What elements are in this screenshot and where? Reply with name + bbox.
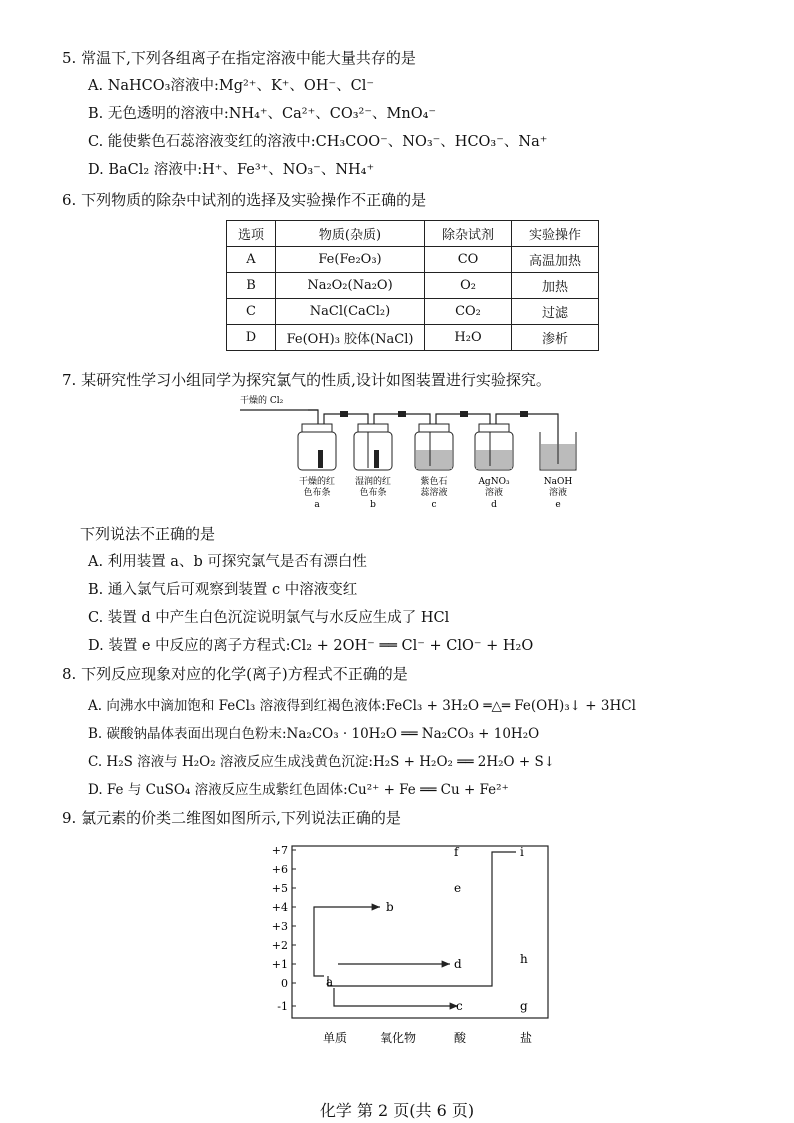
table-row xyxy=(227,273,599,299)
transform-arrows xyxy=(314,852,516,1006)
point-d: d xyxy=(454,957,462,971)
x-label: 单质 xyxy=(322,1031,348,1045)
table-cell: 加热 xyxy=(512,273,599,299)
bottle-b-label-line2: 色布条 xyxy=(359,488,387,498)
bottle-a-label-line1: 干燥的红 xyxy=(298,477,336,487)
y-tick-label: +3 xyxy=(271,920,288,933)
table-row xyxy=(227,299,599,325)
q7-stem: 7. 某研究性学习小组同学为探究氯气的性质,设计如图装置进行实验探究。 xyxy=(62,371,551,389)
q8-option-c: C. H₂S 溶液与 H₂O₂ 溶液反应生成浅黄色沉淀:H₂S + H₂O₂ ══ 2H₂O + S↓ xyxy=(88,754,556,770)
point-c: c xyxy=(456,999,463,1013)
table-cell: 过滤 xyxy=(512,299,599,325)
diagram-frame xyxy=(292,846,548,1018)
point-g: g xyxy=(520,999,528,1013)
q9-valence-class-diagram xyxy=(262,842,552,1052)
point-e: e xyxy=(454,881,462,895)
y-tick-label: +1 xyxy=(271,958,288,971)
table-header-cell: 实验操作 xyxy=(512,221,599,247)
bottle-a-tag: a xyxy=(314,500,320,510)
q5-option-d: D. BaCl₂ 溶液中:H⁺、Fe³⁺、NO₃⁻、NH₄⁺ xyxy=(88,162,375,178)
q7-option-b: B. 通入氯气后可观察到装置 c 中溶液变红 xyxy=(88,582,358,598)
q9-stem: 9. 氯元素的价类二维图如图所示,下列说法正确的是 xyxy=(62,809,401,827)
q8-option-b: B. 碳酸钠晶体表面出现白色粉末:Na₂CO₃ · 10H₂O ══ Na₂CO₃ + 10H₂O xyxy=(88,726,540,742)
point-h: h xyxy=(520,952,528,966)
x-label: 盐 xyxy=(519,1031,533,1045)
y-tick-label: +4 xyxy=(271,901,288,914)
bottle-a-label-line2: 色布条 xyxy=(303,488,331,498)
point-a: a xyxy=(326,975,334,989)
table-cell: O₂ xyxy=(425,273,512,299)
q5-option-a: A. NaHCO₃溶液中:Mg²⁺、K⁺、OH⁻、Cl⁻ xyxy=(88,78,374,94)
bottle-b-label-line1: 湿润的红 xyxy=(354,477,392,487)
q8-option-d: D. Fe 与 CuSO₄ 溶液反应生成紫红色固体:Cu²⁺ + Fe ══ Cu + Fe²⁺ xyxy=(88,782,509,798)
q7-option-c: C. 装置 d 中产生白色沉淀说明氯气与水反应生成了 HCl xyxy=(88,610,450,626)
q5-option-b: B. 无色透明的溶液中:NH₄⁺、Ca²⁺、CO₃²⁻、MnO₄⁻ xyxy=(88,106,437,122)
table-cell: Na₂O₂(Na₂O) xyxy=(276,273,425,299)
table-header-cell: 选项 xyxy=(227,221,276,247)
y-tick-label: +6 xyxy=(271,863,288,876)
table-cell: B xyxy=(227,273,276,299)
table-header-row xyxy=(227,221,599,247)
y-tick-label: +2 xyxy=(271,939,288,952)
q6-stem: 6. 下列物质的除杂中试剂的选择及实验操作不正确的是 xyxy=(62,191,427,209)
bottle-c-label-line1: 紫色石 xyxy=(420,477,448,487)
bottle-b-tag: b xyxy=(370,500,376,510)
table-cell: CO xyxy=(425,247,512,273)
beaker-e-tag: e xyxy=(555,500,561,510)
bottle-d-label-line1: AgNO₃ xyxy=(478,477,510,487)
point-f: f xyxy=(454,845,459,859)
table-cell: A xyxy=(227,247,276,273)
beaker-e-label-line1: NaOH xyxy=(543,477,573,487)
y-tick-label: -1 xyxy=(277,1000,288,1013)
q7-option-d: D. 装置 e 中反应的离子方程式:Cl₂ + 2OH⁻ ══ Cl⁻ + ClO⁻ + H₂O xyxy=(88,638,534,654)
bottle-d xyxy=(475,424,513,470)
table-cell: C xyxy=(227,299,276,325)
bottle-b xyxy=(354,424,392,470)
table-header-cell: 物质(杂质) xyxy=(276,221,425,247)
q8-option-a: A. 向沸水中滴加饱和 FeCl₃ 溶液得到红褐色液体:FeCl₃ + 3H₂O ═△═ Fe(OH)₃↓ + 3HCl xyxy=(88,698,636,714)
point-i: i xyxy=(520,845,524,859)
table-cell: Fe(Fe₂O₃) xyxy=(276,247,425,273)
table-header-cell: 除杂试剂 xyxy=(425,221,512,247)
table-cell: 渗析 xyxy=(512,325,599,351)
table-row xyxy=(227,247,599,273)
page-footer: 化学 第 2 页(共 6 页) xyxy=(319,1101,475,1120)
x-label: 氧化物 xyxy=(379,1031,417,1045)
bottle-c-tag: c xyxy=(431,500,437,510)
bottle-d-tag: d xyxy=(491,500,497,510)
point-b: b xyxy=(386,900,394,914)
q5-option-c: C. 能使紫色石蕊溶液变红的溶液中:CH₃COO⁻、NO₃⁻、HCO₃⁻、Na⁺ xyxy=(88,134,548,150)
table-cell: 高温加热 xyxy=(512,247,599,273)
q7-apparatus-figure xyxy=(238,392,578,514)
inlet-label: 干燥的 Cl₂ xyxy=(240,396,284,406)
beaker-e xyxy=(540,414,576,470)
q7-option-a: A. 利用装置 a、b 可探究氯气是否有漂白性 xyxy=(88,554,367,570)
bottle-c xyxy=(415,424,453,470)
table-cell: D xyxy=(227,325,276,351)
y-tick-label: +7 xyxy=(271,844,288,857)
y-tick-label: +5 xyxy=(271,882,288,895)
table-cell: NaCl(CaCl₂) xyxy=(276,299,425,325)
table-cell: CO₂ xyxy=(425,299,512,325)
q6-table xyxy=(226,220,599,351)
table-row xyxy=(227,325,599,351)
beaker-e-label-line2: 溶液 xyxy=(548,488,568,498)
x-label: 酸 xyxy=(453,1031,467,1045)
q8-stem: 8. 下列反应现象对应的化学(离子)方程式不正确的是 xyxy=(62,665,408,683)
q5-stem: 5. 常温下,下列各组离子在指定溶液中能大量共存的是 xyxy=(62,49,416,67)
q7-substem: 下列说法不正确的是 xyxy=(80,525,216,543)
bottle-c-label-line2: 蕊溶液 xyxy=(420,488,448,498)
table-cell: Fe(OH)₃ 胶体(NaCl) xyxy=(276,325,425,351)
table-cell: H₂O xyxy=(425,325,512,351)
bottle-a xyxy=(298,424,336,470)
bottle-d-label-line2: 溶液 xyxy=(484,488,504,498)
y-tick-label: 0 xyxy=(281,977,288,990)
